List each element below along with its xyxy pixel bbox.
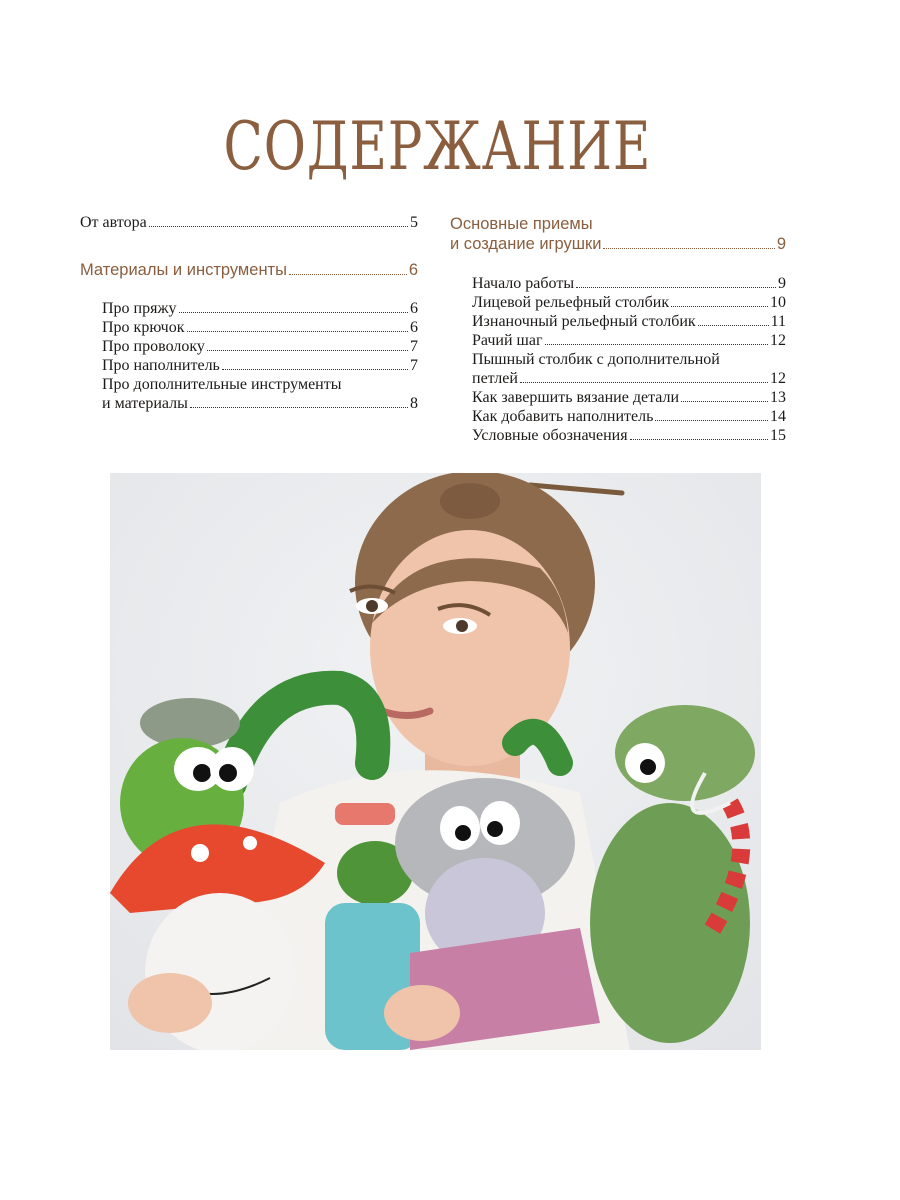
toc-entry-label: Условные обозначения xyxy=(472,427,628,444)
leader-dots xyxy=(149,226,408,227)
toc-entry[interactable] xyxy=(450,331,786,350)
toc-entry[interactable] xyxy=(80,299,418,318)
leader-dots xyxy=(671,306,768,307)
toc-entry[interactable] xyxy=(80,318,418,337)
leader-dots xyxy=(520,382,768,383)
toc-left-column xyxy=(80,213,418,413)
toc-entry-label: Изнаночный рельефный столбик xyxy=(472,313,696,330)
leader-dots xyxy=(289,274,407,275)
toc-entry-page: 12 xyxy=(770,370,786,387)
toc-entry-author[interactable] xyxy=(80,213,418,232)
toc-entry[interactable] xyxy=(80,337,418,356)
toc-entry-page: 9 xyxy=(778,275,786,292)
leader-dots xyxy=(545,344,768,345)
toc-entry-label: петлей xyxy=(472,370,518,387)
toc-entry-page: 6 xyxy=(410,319,418,336)
toc-entry-label: Про проволоку xyxy=(102,338,205,355)
leader-dots xyxy=(222,369,408,370)
toc-entry[interactable] xyxy=(450,293,786,312)
toc-entry-page: 6 xyxy=(410,300,418,317)
toc-entry-label: Как завершить вязание детали xyxy=(472,389,680,406)
toc-entry-page: 7 xyxy=(410,338,418,355)
toc-entry-label: Про пряжу xyxy=(102,300,177,317)
leader-dots xyxy=(187,331,409,332)
toc-entry[interactable] xyxy=(450,407,786,426)
leader-dots xyxy=(190,407,408,408)
toc-entry[interactable] xyxy=(450,388,786,407)
toc-entry-label: Начало работы xyxy=(472,275,575,292)
toc-entry-label: и материалы xyxy=(102,395,188,412)
toc-entry-page: 13 xyxy=(770,389,786,406)
toc-entry-page: 15 xyxy=(770,427,786,444)
toc-entry-page: 5 xyxy=(410,214,418,231)
toc-entry-label: Как добавить наполнитель xyxy=(472,408,654,425)
leader-dots xyxy=(698,325,769,326)
leader-dots xyxy=(179,312,408,313)
toc-section-label: и создание игрушки xyxy=(450,235,602,253)
leader-dots xyxy=(681,401,768,402)
toc-entry-page: 10 xyxy=(770,294,786,311)
toc-entry-page: 14 xyxy=(770,408,786,425)
leader-dots xyxy=(576,287,776,288)
toc-entry[interactable] xyxy=(80,356,418,375)
toc-section-materials[interactable] xyxy=(80,260,418,280)
toc-entry-label: Лицевой рельефный столбик xyxy=(472,294,670,311)
toc-entry-label: Про крючок xyxy=(102,319,185,336)
leader-dots xyxy=(655,420,768,421)
toc-entry[interactable] xyxy=(450,274,786,293)
toc-section-label: Материалы и инструменты xyxy=(80,261,287,279)
toc-entry-line1[interactable]: Про дополнительные инструменты xyxy=(102,376,342,393)
toc-entry[interactable] xyxy=(450,369,786,388)
toc-entry-page: 11 xyxy=(770,313,786,330)
author-photo xyxy=(110,473,761,1050)
toc-section-page: 6 xyxy=(408,261,418,279)
toc-entry[interactable] xyxy=(450,312,786,331)
leader-dots xyxy=(630,439,768,440)
toc-entry-label: Про наполнитель xyxy=(102,357,220,374)
toc-entry-page: 8 xyxy=(410,395,418,412)
toc-entry-line1[interactable]: Пышный столбик с дополнительной xyxy=(472,351,720,368)
toc-entry-page: 12 xyxy=(770,332,786,349)
leader-dots xyxy=(207,350,408,351)
toc-right-column xyxy=(450,214,786,445)
toc-entry-page: 7 xyxy=(410,357,418,374)
photo-illustration xyxy=(110,473,761,1050)
toc-entry-label: Рачий шаг xyxy=(472,332,543,349)
toc-entry[interactable] xyxy=(80,394,418,413)
toc-entry-label: От автора xyxy=(80,214,147,231)
page-title: СОДЕРЖАНИЕ xyxy=(223,108,652,185)
leader-dots xyxy=(603,248,774,249)
toc-section-page: 9 xyxy=(776,235,786,253)
toc-section-line1[interactable]: Основные приемы xyxy=(450,215,593,233)
toc-entry[interactable] xyxy=(450,426,786,445)
toc-section-basics[interactable] xyxy=(450,234,786,254)
